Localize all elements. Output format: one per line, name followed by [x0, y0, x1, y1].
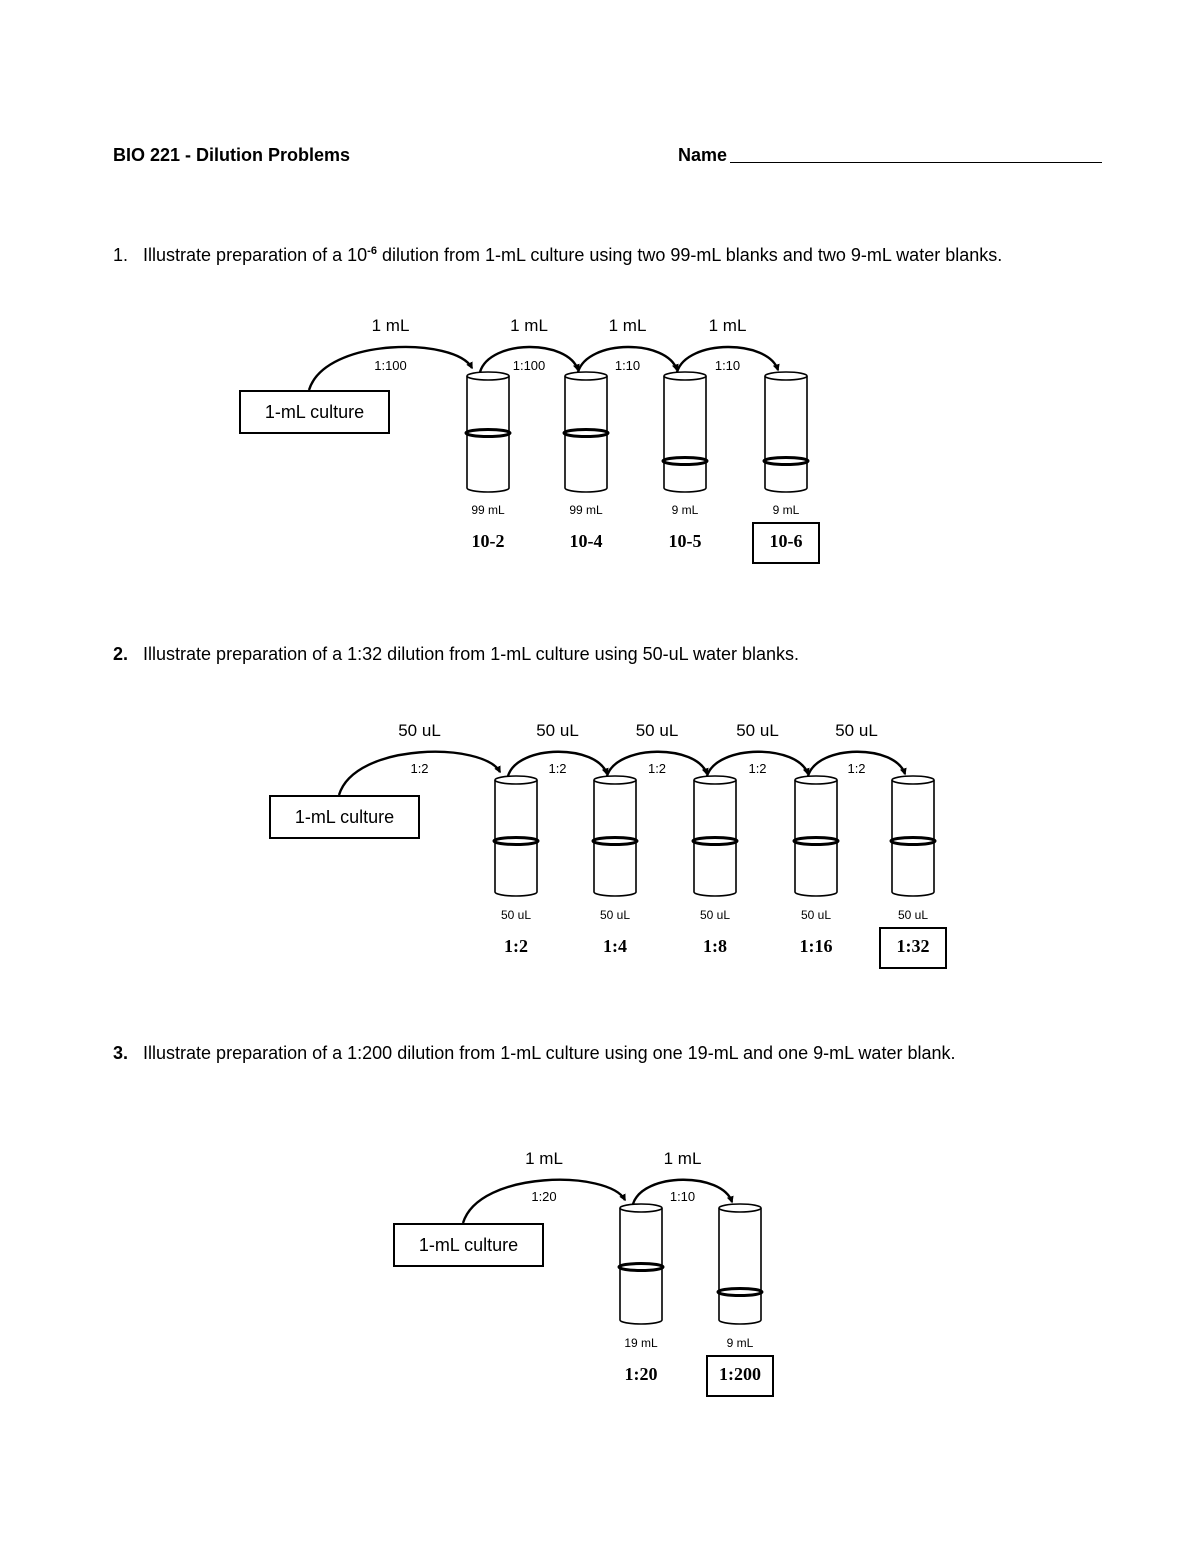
transfer-volume-2-1: 50 uL	[398, 721, 441, 740]
transfer-ratio-3-2: 1:10	[669, 1189, 696, 1204]
question-1-exponent: -6	[367, 245, 377, 257]
tube-1-4	[765, 376, 807, 492]
tube-2-4-liquid-level	[794, 838, 838, 845]
dilution-result-2-5: 1:32	[896, 936, 930, 956]
transfer-volume-3-2: 1 mL	[663, 1149, 702, 1168]
dilution-result-2-2: 1:4	[603, 936, 627, 956]
blank-volume-2-2: 50 uL	[599, 908, 631, 922]
name-label: Name	[678, 145, 728, 165]
tube-2-2-liquid-level	[593, 838, 637, 845]
transfer-volume-1-1: 1 mL	[371, 316, 410, 335]
transfer-ratio-1-2: 1:100	[512, 358, 546, 373]
tube-2-3-liquid-level	[693, 838, 737, 845]
blank-volume-2-4: 50 uL	[800, 908, 832, 922]
transfer-volume-2-5: 50 uL	[835, 721, 878, 740]
culture-source-box-3: 1-mL culture	[393, 1223, 544, 1267]
tube-1-3	[664, 376, 706, 492]
dilution-result-2-3: 1:8	[703, 936, 727, 956]
tube-2-5-liquid-level	[891, 838, 935, 845]
transfer-volume-2-4: 50 uL	[736, 721, 779, 740]
tube-3-1-liquid-level	[619, 1264, 663, 1271]
blank-volume-3-1: 19 mL	[624, 1336, 658, 1350]
question-1-text-end: dilution from 1-mL culture using two 99-mL blanks and two 9-mL water blanks.	[376, 245, 1003, 265]
blank-volume-1-3: 9 mL	[671, 503, 699, 517]
transfer-volume-1-4: 1 mL	[708, 316, 747, 335]
culture-source-box-1: 1-mL culture	[239, 390, 390, 434]
final-dilution-box-3	[706, 1355, 774, 1397]
transfer-ratio-2-4: 1:2	[748, 761, 767, 776]
tube-1-4-liquid-level	[764, 458, 808, 465]
dilution-result-1-1: 10-2	[471, 531, 505, 551]
question-2-text: Illustrate preparation of a 1:32 dilution from 1-mL culture using 50-uL water blanks.	[143, 644, 800, 664]
tube-3-1-rim	[620, 1204, 662, 1212]
tube-2-4-rim	[795, 776, 837, 784]
transfer-ratio-2-3: 1:2	[647, 761, 667, 776]
transfer-volume-3-1: 1 mL	[525, 1149, 563, 1168]
transfer-ratio-2-2: 1:2	[548, 761, 567, 776]
tube-1-3-liquid-level	[663, 458, 707, 465]
tube-1-2-rim	[565, 372, 607, 380]
tube-2-2-rim	[594, 776, 636, 784]
tube-3-2-liquid-level	[718, 1289, 762, 1296]
dilution-result-3-1: 1:20	[624, 1364, 658, 1384]
tube-1-1-liquid-level	[466, 430, 510, 437]
transfer-ratio-2-5: 1:2	[847, 761, 866, 776]
worksheet-title: BIO 221 - Dilution Problems	[113, 145, 351, 165]
transfer-ratio-1-3: 1:10	[614, 358, 641, 373]
tube-1-1-rim	[467, 372, 509, 380]
blank-volume-2-1: 50 uL	[500, 908, 532, 922]
question-3-text: Illustrate preparation of a 1:200 dilution from 1-mL culture using one 19-mL and one 9-mL water blank.	[143, 1043, 956, 1063]
transfer-ratio-3-1: 1:20	[531, 1189, 557, 1204]
dilution-result-2-4: 1:16	[799, 936, 833, 956]
blank-volume-1-4: 9 mL	[772, 503, 800, 517]
dilution-result-1-4: 10-6	[769, 531, 803, 551]
dilution-result-1-3: 10-5	[668, 531, 702, 551]
transfer-ratio-2-1: 1:2	[410, 761, 429, 776]
tube-1-3-rim	[664, 372, 706, 380]
tube-2-3-rim	[694, 776, 736, 784]
transfer-volume-2-3: 50 uL	[635, 721, 679, 740]
transfer-volume-1-3: 1 mL	[608, 316, 647, 335]
transfer-ratio-1-4: 1:10	[714, 358, 741, 373]
question-1-text-start: Illustrate preparation of a 10	[143, 245, 368, 265]
tube-3-2	[719, 1208, 761, 1324]
dilution-result-2-1: 1:2	[504, 936, 528, 956]
question-3-number: 3.	[113, 1043, 129, 1063]
dilution-result-1-2: 10-4	[569, 531, 603, 551]
culture-source-box-2: 1-mL culture	[269, 795, 420, 839]
blank-volume-2-5: 50 uL	[897, 908, 929, 922]
tube-1-2	[565, 376, 607, 492]
tube-1-1	[467, 376, 509, 492]
dilution-result-3-2: 1:200	[719, 1364, 761, 1384]
tube-3-2-rim	[719, 1204, 761, 1212]
final-dilution-box-1	[752, 522, 820, 564]
blank-volume-1-1: 99 mL	[471, 503, 505, 517]
tube-1-4-rim	[765, 372, 807, 380]
question-2-number: 2.	[113, 644, 129, 664]
tube-2-5-rim	[892, 776, 934, 784]
tube-2-1-liquid-level	[494, 838, 538, 845]
transfer-ratio-1-1: 1:100	[374, 358, 407, 373]
question-1-number: 1.	[113, 245, 129, 265]
final-dilution-box-2	[879, 927, 947, 969]
blank-volume-3-2: 9 mL	[726, 1336, 754, 1350]
tube-2-1-rim	[495, 776, 537, 784]
transfer-volume-2-2: 50 uL	[536, 721, 579, 740]
blank-volume-1-2: 99 mL	[569, 503, 603, 517]
tube-3-1	[620, 1208, 662, 1324]
tube-1-2-liquid-level	[564, 430, 608, 437]
blank-volume-2-3: 50 uL	[699, 908, 731, 922]
transfer-volume-1-2: 1 mL	[510, 316, 548, 335]
